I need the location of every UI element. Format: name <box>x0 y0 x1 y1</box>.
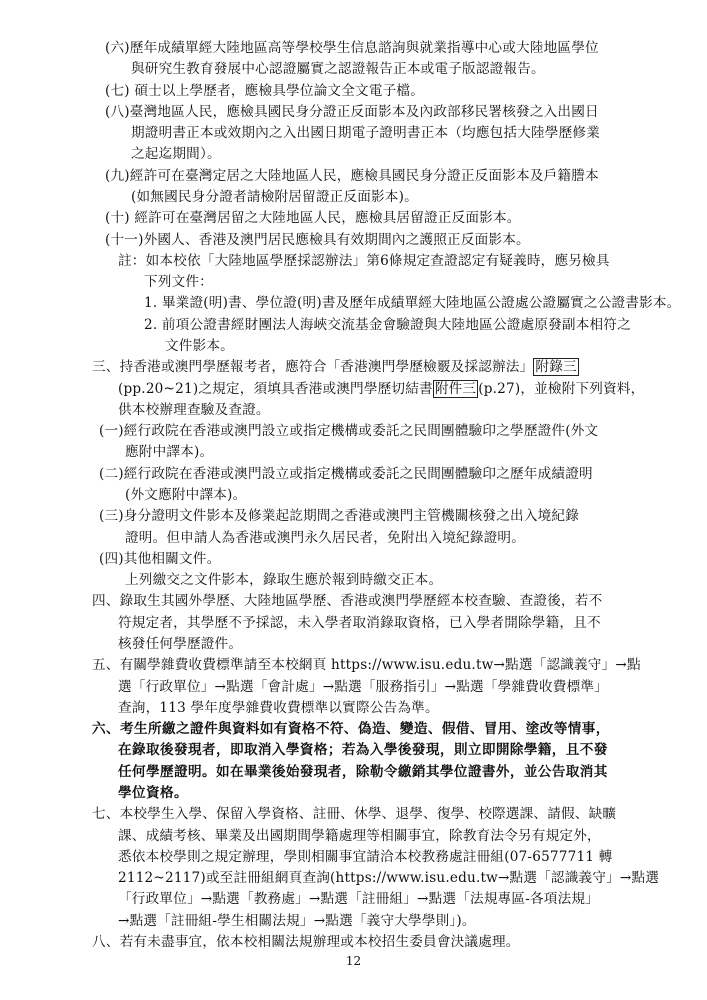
text-line: 任何學歷證明。如在畢業後始發現者，除勒令繳銷其學位證書外，並公告取消其 <box>118 763 608 780</box>
text-line: 八、若有未盡事宜，依本校相關法規辦理或本校招生委員會決議處理。 <box>92 934 520 950</box>
text-line: (如無國民身分證者請檢附居留證正反面影本)。 <box>131 189 418 205</box>
text-line: (六)歷年成績單經大陸地區高等學校學生信息諮詢與就業指導中心或大陸地區學位 <box>105 40 599 56</box>
text-line: 應附中譯本)。 <box>125 444 214 461</box>
page-number: 12 <box>345 954 362 968</box>
text-line: (三)身分證明文件影本及修業起訖期間之香港或澳門主管機關核發之出入境紀錄 <box>99 508 579 525</box>
text-line: 核發任何學歷證件。 <box>118 636 243 652</box>
text-line: 學位資格。 <box>118 785 188 801</box>
text-line: 五、有關學雜費收費標準請至本校網頁 https://www.isu.edu.tw→點選「認識義守」→點 <box>92 657 641 674</box>
text-line: (十一)外國人、香港及澳門居民應檢具有效期間內之護照正反面影本。 <box>105 231 530 248</box>
text-line: 註：如本校依「大陸地區學歷採認辦法」第6條規定查證認定有疑義時，應另檢具 <box>118 252 610 269</box>
text-line: (一)經行政院在香港或澳門設立或指定機構或委託之民間團體驗印之學歷證件(外文 <box>99 423 599 440</box>
text-line: 課、成績考核、畢業及出國期間學籍處理等相關事宜，除教育法令另有規定外， <box>118 827 601 844</box>
text-line: 下列文件： <box>144 274 213 291</box>
text-line: 「行政單位」→點選「教務處」→點選「註冊組」→點選「法規專區-各項法規」 <box>118 891 599 908</box>
text-line: 四、錄取生其國外學歷、大陸地區學歷、香港或澳門學歷經本校查驗、查證後，若不 <box>92 593 603 610</box>
text-line: 證明。但申請人為香港或澳門永久居民者，免附出入境紀錄證明。 <box>125 529 526 546</box>
text-line: 上列繳交之文件影本，錄取生應於報到時繳交正本。 <box>125 572 443 589</box>
text-line: →點選「註冊組-學生相關法規」→點選「義守大學學則」)。 <box>118 912 476 929</box>
text-line: 查詢，113 學年度學雜費收費標準以實際公告為準。 <box>118 699 439 716</box>
appendix-ref-box: 附錄三 <box>535 359 577 376</box>
text-line: 在錄取後發現者，即取消入學資格；若為入學後發現，則立即開除學籍，且不發 <box>118 742 608 759</box>
text-line: 七、本校學生入學、保留入學資格、註冊、休學、退學、復學、校際選課、請假、缺曠 <box>92 806 617 823</box>
text-line: (外文應附中譯本)。 <box>125 487 247 503</box>
text-line: (九)經許可在臺灣定居之大陸地區人民，應檢具國民身分證正反面影本及戶籍謄本 <box>105 167 599 184</box>
text-line: (二)經行政院在香港或澳門設立或指定機構或委託之民間團體驗印之歷年成績證明 <box>99 465 593 482</box>
text-line: (七) 碩士以上學歷者，應檢具學位論文全文電子檔。 <box>105 82 424 99</box>
text-line: (八)臺灣地區人民，應檢具國民身分證正反面影本及內政部移民署核發之入出國日 <box>105 103 599 120</box>
text-line: 1. 畢業證(明)書、學位證(明)書及歷年成績單經大陸地區公證處公證屬實之公證書影本。 <box>144 295 681 312</box>
text-line: 期證明書正本或效期內之入出國日期電子證明書正本（均應包括大陸學歷修業 <box>131 125 600 142</box>
text-line: 之起迄期間）。 <box>131 146 221 163</box>
text-segment: 三、持香港或澳門學歷報考者，應符合「香港澳門學歷檢覈及採認辦法」 <box>92 359 534 376</box>
text-line: 符規定者，其學歷不予採認，未入學者取消錄取資格，已入學者開除學籍，且不 <box>118 614 601 631</box>
text-line: 2112~2117)或至註冊組網頁查詢(https://www.isu.edu.tw→點選「認識義守」→點選 <box>118 870 660 887</box>
text-line: 供本校辦理查驗及查證。 <box>118 401 270 418</box>
text-line: (十) 經許可在臺灣居留之大陸地區人民，應檢具居留證正反面影本。 <box>105 210 521 227</box>
appendix-ref-box: 附件三 <box>434 380 477 397</box>
text-line: 悉依本校學則之規定辦理，學則相關事宜請洽本校教務處註冊組(07-6577711 轉 <box>118 848 613 865</box>
text-segment: (pp.20~21)之規定，須填具香港或澳門學歷切結書 <box>118 380 433 397</box>
text-line: 與研究生教育發展中心認證屬實之認證報告正本或電子版認證報告。 <box>131 61 545 78</box>
text-line: 選「行政單位」→點選「會計處」→點選「服務指引」→點選「學雜費收費標準」 <box>118 678 608 695</box>
text-line: 六、考生所繳之證件與資料如有資格不符、偽造、變造、假借、冒用、塗改等情事， <box>92 721 610 738</box>
text-line: 2. 前項公證書經財團法人海峽交流基金會驗證與大陸地區公證處原發副本相符之 <box>144 316 631 333</box>
text-line: 文件影本。 <box>165 338 234 354</box>
text-line: (四)其他相關文件。 <box>99 550 221 567</box>
text-segment: (p.27)，並檢附下列資料， <box>478 380 645 397</box>
